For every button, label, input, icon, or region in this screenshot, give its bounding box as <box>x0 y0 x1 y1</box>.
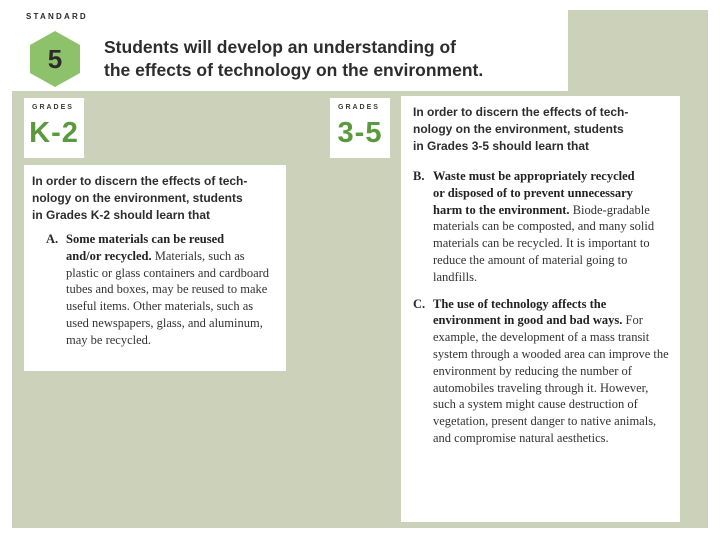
item-bold-line: harm to the environment. <box>433 202 570 217</box>
grade-badge-3-5 <box>330 98 390 158</box>
intro-line: In order to discern the effects of tech- <box>413 105 629 119</box>
intro-line: nology on the environment, students <box>413 122 624 136</box>
item-letter: C. <box>413 296 426 311</box>
item-bold-line: Some materials can be reused <box>66 232 225 246</box>
grades-3-5-content-card <box>401 96 680 522</box>
intro-line: In order to discern the effects of tech- <box>32 174 248 188</box>
intro-line: in Grades K-2 should learn that <box>32 208 211 222</box>
grade-value: K-2 <box>29 117 79 149</box>
item-text: Biode-gradable materials can be composted, and many solid materials can be recycled. It is important to reduce the amount of material going to landfills. <box>433 202 655 284</box>
item-bold-line: or disposed of to prevent unnecessary <box>433 185 633 200</box>
grades-3-5-item-c <box>413 296 670 447</box>
standard-title-line: the effects of technology on the environment. <box>104 60 484 80</box>
item-bold-line: and/or recycled. <box>66 248 152 263</box>
item-text: Materials, such as plastic or glass containers and cardboard tubes and boxes, may be reused to make useful items. Other materials, such as used newspapers, glass, and aluminum, may be recycled. <box>66 248 270 347</box>
k2-intro <box>32 173 276 224</box>
item-bold-line: environment in good and bad ways. <box>433 313 623 328</box>
intro-line: nology on the environment, students <box>32 191 243 205</box>
grade-label: GRADES <box>32 104 74 111</box>
grade-value: 3-5 <box>337 117 383 149</box>
grades-3-5-item-b <box>413 168 670 286</box>
standard-number: 5 <box>47 43 63 74</box>
item-bold-line: The use of technology affects the <box>433 296 607 311</box>
item-body <box>66 231 276 349</box>
k2-content-card <box>24 165 286 371</box>
intro-line: in Grades 3-5 should learn that <box>413 139 590 153</box>
standard-title <box>104 36 554 82</box>
standard-title-line: Students will develop an understanding of <box>104 37 456 57</box>
k2-item-a <box>46 231 276 349</box>
standard-label: STANDARD <box>26 12 88 21</box>
grades-3-5-intro <box>413 104 670 155</box>
grade-label: GRADES <box>338 104 380 111</box>
item-body <box>433 168 670 286</box>
item-body <box>433 296 670 447</box>
item-letter: B. <box>413 169 425 183</box>
grade-badge-k2 <box>24 98 84 158</box>
item-letter: A. <box>46 232 59 246</box>
standard-number-badge <box>29 30 81 88</box>
item-bold-line: Waste must be appropriately recycled <box>433 169 635 183</box>
item-text: For example, the development of a mass transit system through a wooded area can improve the environment by reducing the number of automobiles traveling through it. However, such a system might cause destruction of vegetation, present danger to native animals, and compromise natural aesthetics. <box>433 313 669 445</box>
